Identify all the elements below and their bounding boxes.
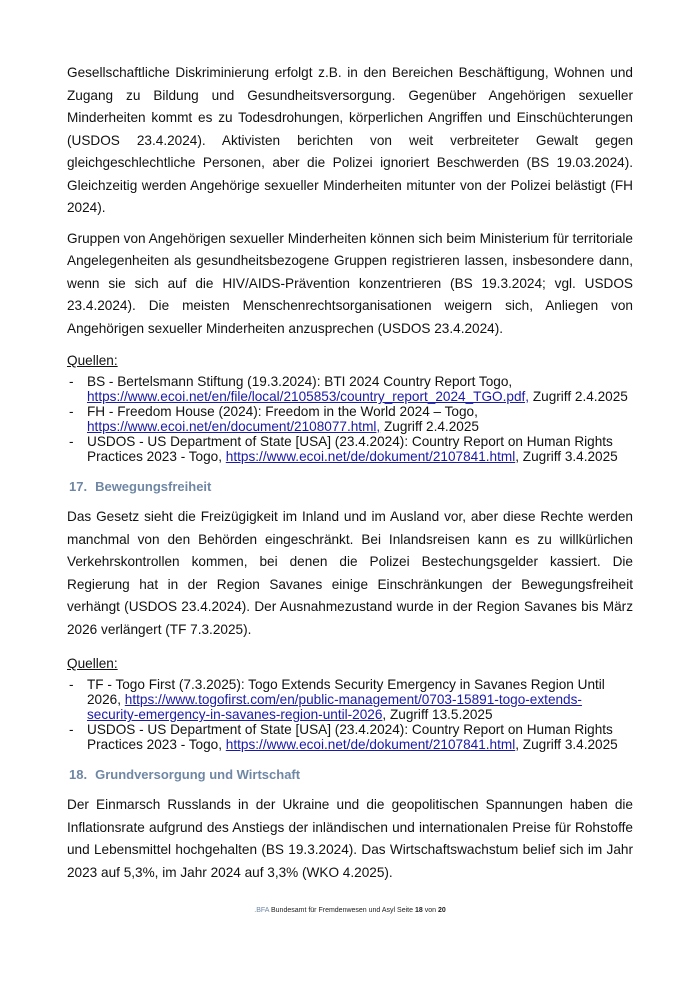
source-link[interactable]: https://www.ecoi.net/en/file/local/2105853/country_report_2024_TGO.pdf, (87, 389, 530, 404)
source-item: - TF - Togo First (7.3.2025): Togo Extends Security Emergency in Savanes Region Until 2026, https://www.togofirst.com/en/public-management/0703-15891-togo-extends-security-emergency-in-savanes-region-until-2026, Zugriff 13.5.2025 (69, 677, 605, 722)
page-footer: .BFA Bundesamt für Fremdenwesen und Asyl Seite 18 von 20 (254, 907, 446, 914)
section-heading-17: 17. Bewegungsfreiheit (69, 479, 212, 494)
sources-list (67, 374, 633, 464)
paragraph: Gruppen von Angehörigen sexueller Minderheiten können sich beim Ministerium für territoriale Angelegenheiten als gesundheitsbezogene Gruppen registrieren lassen, insbesondere dann, wenn sie sich auf die HIV/AIDS-Prävention konzentrieren (BS 19.3.2024; vgl. USDOS 23.4.2024). Die meisten Menschenrechtsorganisationen weigern sich, Anliegen von Angehörigen sexueller Minderheiten anzusprechen (USDOS 23.4.2024). (67, 230, 633, 336)
source-item: - USDOS - US Department of State [USA] (23.4.2024): Country Report on Human Rights Practices 2023 - Togo, https://www.ecoi.net/de/dokument/2107841.html, Zugriff 3.4.2025 (69, 434, 618, 464)
source-link[interactable]: https://www.ecoi.net/de/dokument/2107841.html (225, 449, 516, 464)
source-link[interactable]: https://www.ecoi.net/de/dokument/2107841.html (225, 737, 516, 752)
paragraph: Das Gesetz sieht die Freizügigkeit im Inland und im Ausland vor, aber diese Rechte werden manchmal von den Behörden eingeschränkt. Bei Inlandsreisen kann es zu willkürlichen Verkehrskontrollen kommen, bei denen die Polizei Bestechungsgelder kassiert. Die Regierung hat in der Region Savanes einige Einschränkungen der Bewegungsfreiheit verhängt (USDOS 23.4.2024). Der Ausnahmezustand wurde in der Region Savanes bis März 2026 verlängert (TF 7.3.2025). (67, 509, 633, 637)
sources-label: Quellen: (67, 656, 118, 671)
source-link[interactable]: https://www.togofirst.com/en/public-management/0703-15891-togo-extends-security-emergency-in-savanes-region-until-2026 (87, 692, 582, 722)
section-heading-18: 18. Grundversorgung und Wirtschaft (69, 767, 301, 782)
paragraph: Gesellschaftliche Diskriminierung erfolgt z.B. in den Bereichen Beschäftigung, Wohnen und Zugang zu Bildung und Gesundheitsversorgung. Gegenüber Angehörigen sexueller Minderheiten kommt es zu Todesdrohungen, körperlichen Angriffen und Einschüchterungen (USDOS 23.4.2024). Aktivisten berichten von weit verbreiteter Gewalt gegen gleichgeschlechtliche Personen, aber die Polizei ignoriert Beschwerden (BS 19.03.2024). Gleichzeitig werden Angehörige sexueller Minderheiten mitunter von der Polizei belästigt (FH 2024). (67, 65, 633, 215)
sources-label: Quellen: (67, 353, 118, 368)
source-item: - USDOS - US Department of State [USA] (23.4.2024): Country Report on Human Rights Practices 2023 - Togo, https://www.ecoi.net/de/dokument/2107841.html, Zugriff 3.4.2025 (69, 722, 618, 752)
paragraph: Der Einmarsch Russlands in der Ukraine und die geopolitischen Spannungen haben die Inflationsrate aufgrund des Anstiegs der inländischen und internationalen Preise für Rohstoffe und Lebensmittel hochgehalten (BS 19.3.2024). Das Wirtschaftswachstum belief sich im Jahr 2023 auf 5,3%, im Jahr 2024 auf 3,3% (WKO 4.2025). (67, 797, 633, 880)
page-total: 20 (437, 907, 446, 914)
source-link[interactable]: https://www.ecoi.net/en/document/2108077.html, (87, 419, 381, 434)
document-page (67, 62, 633, 892)
page-number: 18 (414, 907, 423, 914)
source-item: - BS - Bertelsmann Stiftung (19.3.2024): BTI 2024 Country Report Togo, https://www.ecoi.net/en/file/local/2105853/country_report_2024_TGO.pdf, Zugriff 2.4.2025 (69, 374, 628, 404)
bfa-logo: .BFA (254, 907, 270, 914)
sources-list (67, 677, 633, 752)
source-item: - FH - Freedom House (2024): Freedom in the World 2024 – Togo, https://www.ecoi.net/en/document/2108077.html, Zugriff 2.4.2025 (69, 404, 479, 434)
